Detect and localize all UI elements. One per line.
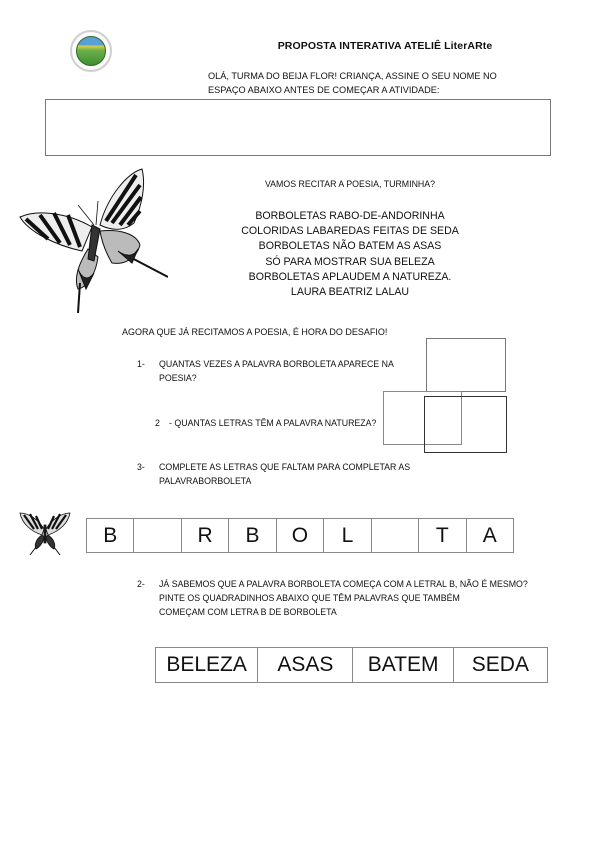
- question-text: - QUANTAS LETRAS TÊM A PALAVRA NATUREZA?: [169, 418, 377, 428]
- letter-cell: R: [182, 519, 229, 552]
- greeting-line-1: OLÁ, TURMA DO BEIJA FLOR! CRIANÇA, ASSINE O SEU NOME NO: [208, 71, 497, 81]
- question-number: 2: [155, 418, 160, 428]
- recite-prompt: VAMOS RECITAR A POESIA, TURMINHA?: [264, 179, 436, 189]
- word-box[interactable]: SEDA: [471, 653, 529, 676]
- poem-author: LAURA BEATRIZ LALAU: [290, 286, 410, 299]
- question-text: JÁ SABEMOS QUE A PALAVRA BORBOLETA COMEÇA COM A LETRAL B, NÃO É MESMO?: [159, 579, 528, 589]
- school-emblem-icon: [76, 36, 106, 66]
- answer-box-1[interactable]: [426, 338, 506, 392]
- poem-line: BORBOLETAS NÃO BATEM AS ASAS: [258, 240, 442, 253]
- greeting-line-2: ESPAÇO ABAIXO ANTES DE COMEÇAR A ATIVIDADE:: [208, 85, 440, 95]
- letter-cell: B: [87, 519, 134, 552]
- word-box[interactable]: BATEM: [353, 648, 453, 682]
- student-name-field[interactable]: [45, 99, 551, 156]
- poem-line: BORBOLETAS APLAUDEM A NATUREZA.: [248, 270, 452, 283]
- challenge-intro: AGORA QUE JÁ RECITAMOS A POESIA, É HORA DO DESAFIO!: [122, 327, 388, 337]
- poem-line: SÓ PARA MOSTRAR SUA BELEZA: [265, 255, 435, 268]
- question-3: [137, 460, 477, 488]
- word-box[interactable]: ASAS: [258, 648, 353, 682]
- school-logo: [70, 30, 112, 72]
- poem-line: BORBOLETAS RABO-DE-ANDORINHA: [255, 210, 445, 222]
- small-butterfly-icon: [18, 509, 72, 555]
- letter-cell-blank[interactable]: [372, 519, 419, 552]
- letter-cell-blank[interactable]: [134, 519, 181, 552]
- question-number: 2-: [137, 579, 145, 589]
- word-box[interactable]: BELEZA: [156, 648, 258, 682]
- letter-cell: B: [229, 519, 276, 552]
- question-text: COMPLETE AS LETRAS QUE FALTAM PARA COMPLETAR AS PALAVRABORBOLETA: [159, 462, 411, 486]
- greeting-instructions: [208, 69, 568, 97]
- answer-box-3[interactable]: [424, 396, 507, 453]
- poem-line: COLORIDAS LABAREDAS FEITAS DE SEDA: [241, 225, 459, 238]
- question-text: QUANTAS VEZES A PALAVRA BORBOLETA APARECE NA POESIA?: [159, 359, 394, 383]
- letter-cell: O: [277, 519, 324, 552]
- question-1: [137, 357, 437, 385]
- borboleta-letter-puzzle: [86, 518, 514, 553]
- page-title: PROPOSTA INTERATIVA ATELIÊ LiterARte: [277, 40, 493, 52]
- letter-cell: T: [419, 519, 466, 552]
- question-number: 1-: [137, 359, 145, 369]
- question-number: 3-: [137, 462, 145, 472]
- question-instruction: PINTE OS QUADRADINHOS ABAIXO QUE TÊM PALAVRAS QUE TAMBÉM COMEÇAM COM LETRA B DE BORBOLETA: [159, 593, 460, 617]
- swallowtail-butterfly-icon: [8, 165, 168, 315]
- word-selection-boxes: [155, 647, 548, 683]
- letter-cell: L: [324, 519, 371, 552]
- poem: [200, 209, 500, 300]
- question-4: [137, 577, 557, 619]
- letter-cell: A: [482, 523, 497, 547]
